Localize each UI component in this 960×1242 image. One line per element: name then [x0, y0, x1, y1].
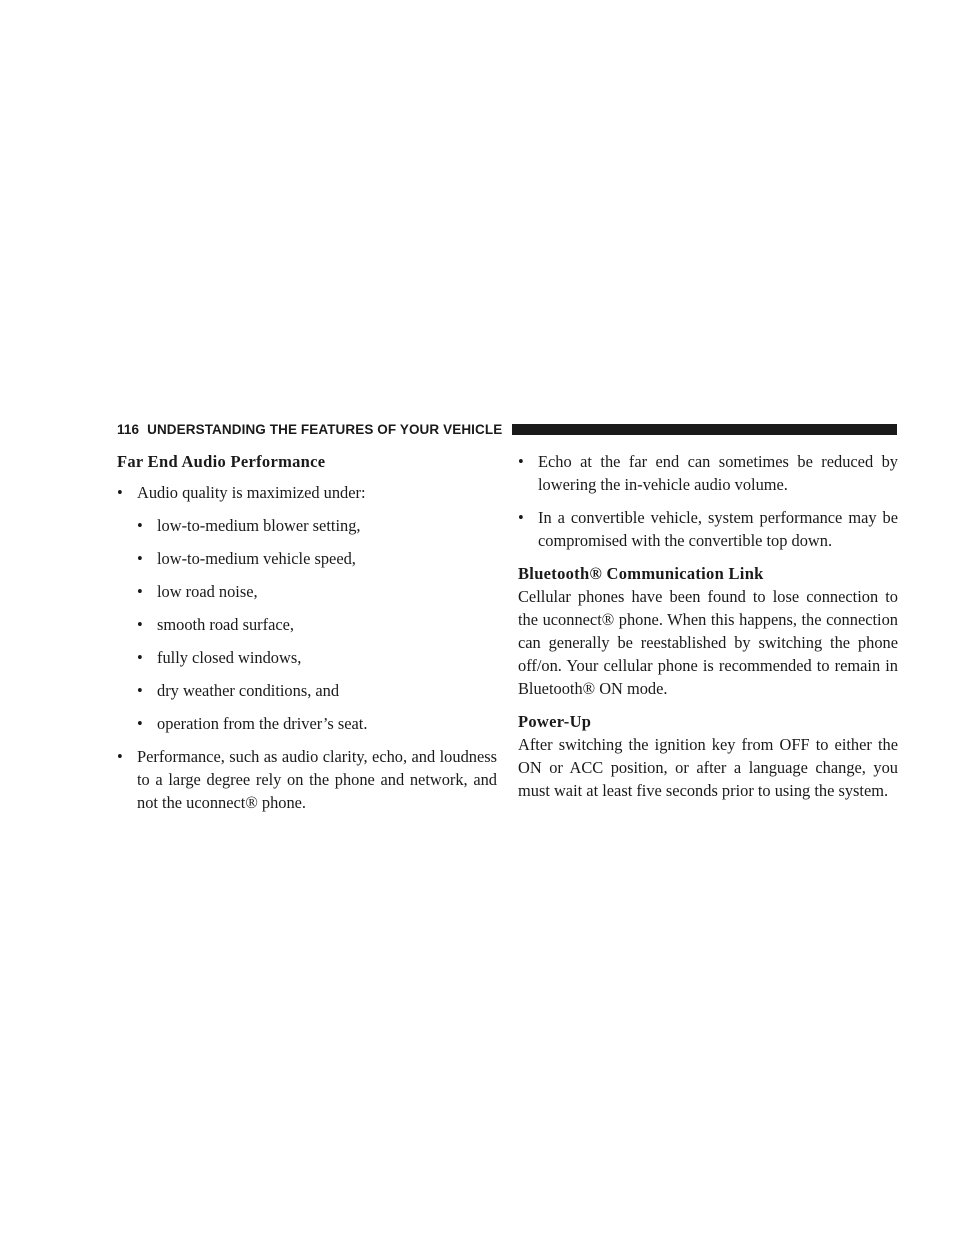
- sub-list-item: [117, 580, 497, 603]
- bullet-icon: •: [137, 681, 143, 700]
- list-item: [117, 745, 497, 814]
- bullet-icon: •: [117, 747, 123, 766]
- sub-list-item: [117, 514, 497, 537]
- list-item: [117, 481, 497, 504]
- heading-bluetooth-link: Bluetooth® Communication Link: [518, 564, 764, 583]
- bullet-icon: •: [137, 648, 143, 667]
- list-item-text: Performance, such as audio clarity, echo, and loudness to a large degree rely on the phone and network, and not the uconnect® phone.: [137, 747, 497, 812]
- bullet-icon: •: [137, 615, 143, 634]
- page-number: 116: [117, 421, 140, 437]
- bullet-icon: •: [137, 516, 143, 535]
- heading-power-up: Power-Up: [518, 712, 592, 731]
- section-title: UNDERSTANDING THE FEATURES OF YOUR VEHICLE: [147, 421, 503, 437]
- bullet-icon: •: [137, 714, 143, 733]
- sub-list-item: [117, 547, 497, 570]
- bullet-icon: •: [117, 483, 123, 502]
- sub-list-item: [117, 613, 497, 636]
- sub-list-item: [117, 646, 497, 669]
- heading-far-end-audio: Far End Audio Performance: [117, 452, 326, 471]
- sub-list-item-text: operation from the driver’s seat.: [157, 714, 368, 733]
- left-column: [117, 450, 497, 814]
- bullet-icon: •: [518, 452, 524, 471]
- list-item-text: In a convertible vehicle, system performance may be compromised with the convertible top down.: [538, 508, 898, 550]
- paragraph-bluetooth-link: Cellular phones have been found to lose connection to the uconnect® phone. When this happens, the connection can generally be reestablished by switching the phone off/on. Your cellular phone is recommended to remain in Bluetooth® ON mode.: [518, 587, 898, 698]
- page-header: [117, 420, 897, 438]
- bullet-icon: •: [137, 582, 143, 601]
- header-rule: [512, 424, 897, 435]
- list-item-text: Audio quality is maximized under:: [137, 483, 366, 502]
- bullet-icon: •: [137, 549, 143, 568]
- list-item: [518, 450, 898, 496]
- sub-list-item-text: low road noise,: [157, 582, 258, 601]
- sub-list-item: [117, 679, 497, 702]
- right-column: [518, 450, 898, 802]
- list-item-text: Echo at the far end can sometimes be reduced by lowering the in-vehicle audio volume.: [538, 452, 898, 494]
- paragraph-power-up: After switching the ignition key from OFF to either the ON or ACC position, or after a language change, you must wait at least five seconds prior to using the system.: [518, 735, 898, 800]
- sub-list-item-text: low-to-medium vehicle speed,: [157, 549, 356, 568]
- sub-list-item-text: smooth road surface,: [157, 615, 294, 634]
- sub-list-item-text: low-to-medium blower setting,: [157, 516, 361, 535]
- sub-list-item-text: dry weather conditions, and: [157, 681, 340, 700]
- sub-list-item: [117, 712, 497, 735]
- bullet-icon: •: [518, 508, 524, 527]
- sub-list-item-text: fully closed windows,: [157, 648, 302, 667]
- list-item: [518, 506, 898, 552]
